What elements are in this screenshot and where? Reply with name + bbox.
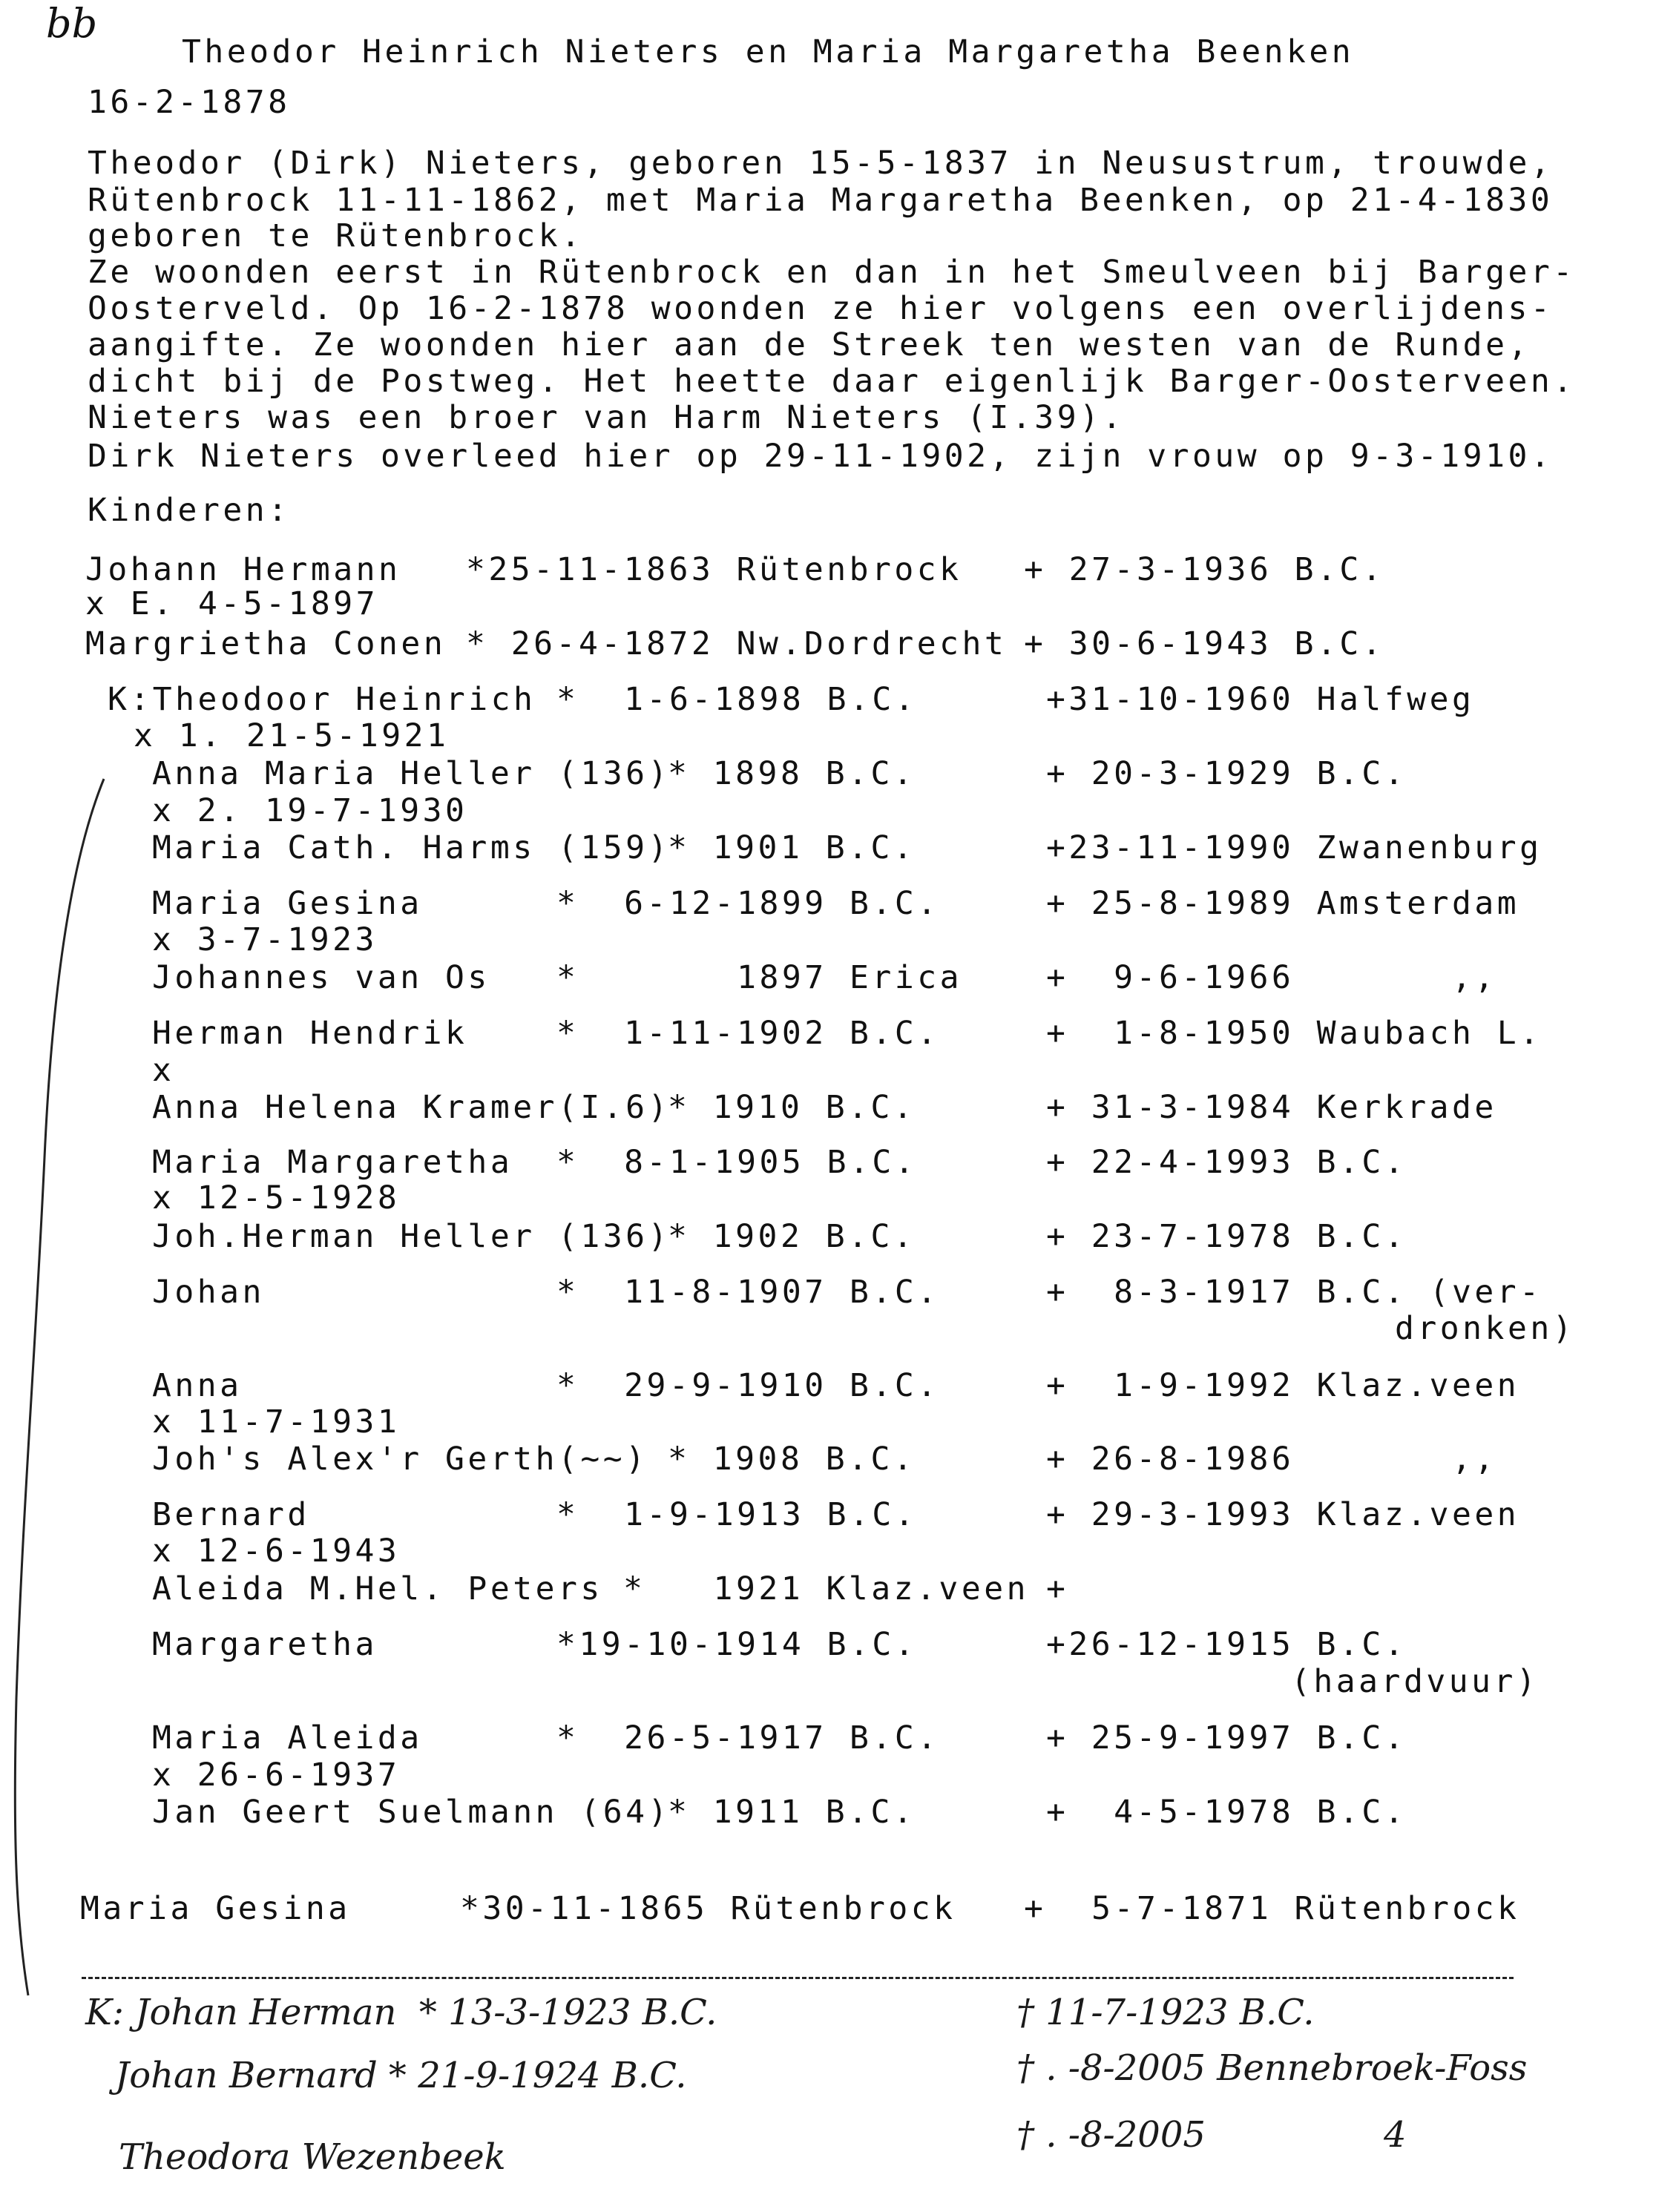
handwritten-note: K: Johan Herman * 13-3-1923 B.C. (85, 1992, 717, 2033)
entry-born: * 1897 Erica (556, 959, 962, 996)
entry-born: * 1-11-1902 B.C. (556, 1015, 940, 1052)
entry-died: + 31-3-1984 Kerkrade (1046, 1089, 1497, 1126)
entry-born: * 1-6-1898 B.C. (556, 681, 918, 718)
entry-died: + 23-7-1978 B.C. (1046, 1218, 1407, 1255)
entry-died-continued: (haardvuur) (1291, 1663, 1540, 1700)
margin-bracket-line (0, 771, 119, 2003)
handwritten-note: † . -8-2005 Bennebroek-Foss (1016, 2047, 1528, 2089)
entry-died: + 9-6-1966 ,, (1046, 959, 1497, 996)
entry-name: Maria Aleida (152, 1719, 423, 1757)
entry-name: x 12-6-1943 (152, 1533, 401, 1570)
handwritten-note: † 11-7-1923 B.C. (1016, 1992, 1315, 2033)
entry-name: Joh's Alex'r Gerth(~~) (152, 1441, 648, 1478)
entry-name: Bernard (152, 1496, 310, 1533)
entry-name: Margaretha (152, 1626, 378, 1663)
intro-line: Ze woonden eerst in Rütenbrock en dan in het Smeulveen bij Barger- (88, 254, 1576, 291)
entry-name: Johan (152, 1274, 265, 1311)
entry-name: Maria Margaretha (152, 1144, 513, 1181)
intro-line: Nieters was een broer van Harm Nieters (I.39). (88, 399, 1125, 436)
entry-died: +26-12-1915 B.C. (1046, 1626, 1407, 1663)
handwritten-note: Theodora Wezenbeek (119, 2136, 506, 2178)
entry-born: * 1-9-1913 B.C. (556, 1496, 918, 1533)
entry-died: +23-11-1990 Zwanenburg (1046, 829, 1542, 866)
entry-died: +31-10-1960 Halfweg (1046, 681, 1475, 718)
intro-line: dicht bij de Postweg. Het heette daar eigenlijk Barger-Oosterveen. (88, 363, 1576, 400)
entry-born: * 1921 Klaz.veen (623, 1570, 1029, 1607)
handwritten-note: Johan Bernard * 21-9-1924 B.C. (115, 2055, 687, 2096)
entry-name: Johann Hermann (85, 551, 401, 588)
entry-name: x E. 4-5-1897 (85, 585, 379, 622)
entry-name: x 1. 21-5-1921 (134, 717, 450, 754)
entry-died: + (1046, 1570, 1069, 1607)
entry-born: * 26-5-1917 B.C. (556, 1719, 940, 1757)
entry-died-continued: dronken) (1395, 1310, 1576, 1347)
intro-line: aangifte. Ze woonden hier aan de Streek ten westen van de Runde, (88, 326, 1531, 363)
entry-born: * 6-12-1899 B.C. (556, 885, 940, 922)
entry-born: * 8-1-1905 B.C. (556, 1144, 918, 1181)
intro-line: Oosterveld. Op 16-2-1878 woonden ze hier volgens een overlijdens- (88, 290, 1554, 327)
intro-line: geboren te Rütenbrock. (88, 217, 584, 254)
entry-died: + 20-3-1929 B.C. (1046, 755, 1407, 792)
entry-died: + 25-9-1997 B.C. (1046, 1719, 1407, 1757)
entry-died: + 1-9-1992 Klaz.veen (1046, 1367, 1520, 1404)
intro-line: Rütenbrock 11-11-1862, met Maria Margaretha Beenken, op 21-4-1830 (88, 182, 1554, 219)
entry-died: + 8-3-1917 B.C. (ver- (1046, 1274, 1542, 1311)
entry-born: *30-11-1865 Rütenbrock (460, 1890, 956, 1927)
entry-born: * 11-8-1907 B.C. (556, 1274, 940, 1311)
divider-line (82, 1977, 1514, 1979)
entry-name: Maria Gesina (80, 1890, 351, 1927)
entry-born: * 1902 B.C. (668, 1218, 916, 1255)
entry-name: Anna Helena Kramer(I.6) (152, 1089, 671, 1126)
page-date: 16-2-1878 (88, 84, 291, 121)
entry-name: Johannes van Os (152, 959, 490, 996)
entry-name: Maria Cath. Harms (159) (152, 829, 671, 866)
kinderen-label: Kinderen: (88, 492, 291, 529)
entry-name: x 26-6-1937 (152, 1757, 401, 1794)
entry-name: Aleida M.Hel. Peters (152, 1570, 603, 1607)
entry-born: *25-11-1863 Rütenbrock (466, 551, 962, 588)
entry-died: + 27-3-1936 B.C. (1024, 551, 1385, 588)
entry-name: x (152, 1052, 175, 1089)
entry-name: K:Theodoor Heinrich (108, 681, 536, 718)
entry-name: x 3-7-1923 (152, 921, 378, 958)
entry-died: + 25-8-1989 Amsterdam (1046, 885, 1520, 922)
entry-died: + 4-5-1978 B.C. (1046, 1794, 1407, 1831)
entry-born: * 1908 B.C. (668, 1441, 916, 1478)
intro-line: Theodor (Dirk) Nieters, geboren 15-5-1837 in Neusustrum, trouwde, (88, 145, 1554, 182)
entry-died: + 1-8-1950 Waubach L. (1046, 1015, 1542, 1052)
entry-name: Anna Maria Heller (136) (152, 755, 671, 792)
entry-died: + 22-4-1993 B.C. (1046, 1144, 1407, 1181)
entry-died: + 30-6-1943 B.C. (1024, 625, 1385, 662)
entry-born: * 26-4-1872 Nw.Dordrecht (466, 625, 1008, 662)
entry-name: Herman Hendrik (152, 1015, 468, 1052)
entry-name: Joh.Herman Heller (136) (152, 1218, 671, 1255)
entry-born: * 1910 B.C. (668, 1089, 916, 1126)
entry-died: + 29-3-1993 Klaz.veen (1046, 1496, 1520, 1533)
entry-name: x 11-7-1931 (152, 1403, 401, 1441)
intro-line: Dirk Nieters overleed hier op 29-11-1902, zijn vrouw op 9-3-1910. (88, 438, 1554, 475)
entry-name: x 2. 19-7-1930 (152, 792, 468, 829)
entry-died: + 26-8-1986 ,, (1046, 1441, 1497, 1478)
page-title: Theodor Heinrich Nieters en Maria Margaretha Beenken (182, 33, 1355, 70)
entry-name: Jan Geert Suelmann (64) (152, 1794, 671, 1831)
entry-name: Anna (152, 1367, 243, 1404)
handwritten-note: † . -8-2005 (1016, 2114, 1206, 2156)
corner-mark: bb (46, 0, 98, 47)
entry-born: * 29-9-1910 B.C. (556, 1367, 940, 1404)
entry-died: + 5-7-1871 Rütenbrock (1024, 1890, 1520, 1927)
entry-name: x 12-5-1928 (152, 1179, 401, 1217)
handwritten-note: 4 (1384, 2114, 1407, 2156)
entry-name: Margrietha Conen (85, 625, 447, 662)
entry-name: Maria Gesina (152, 885, 423, 922)
entry-born: * 1901 B.C. (668, 829, 916, 866)
entry-born: * 1911 B.C. (668, 1794, 916, 1831)
entry-born: * 1898 B.C. (668, 755, 916, 792)
entry-born: *19-10-1914 B.C. (556, 1626, 918, 1663)
